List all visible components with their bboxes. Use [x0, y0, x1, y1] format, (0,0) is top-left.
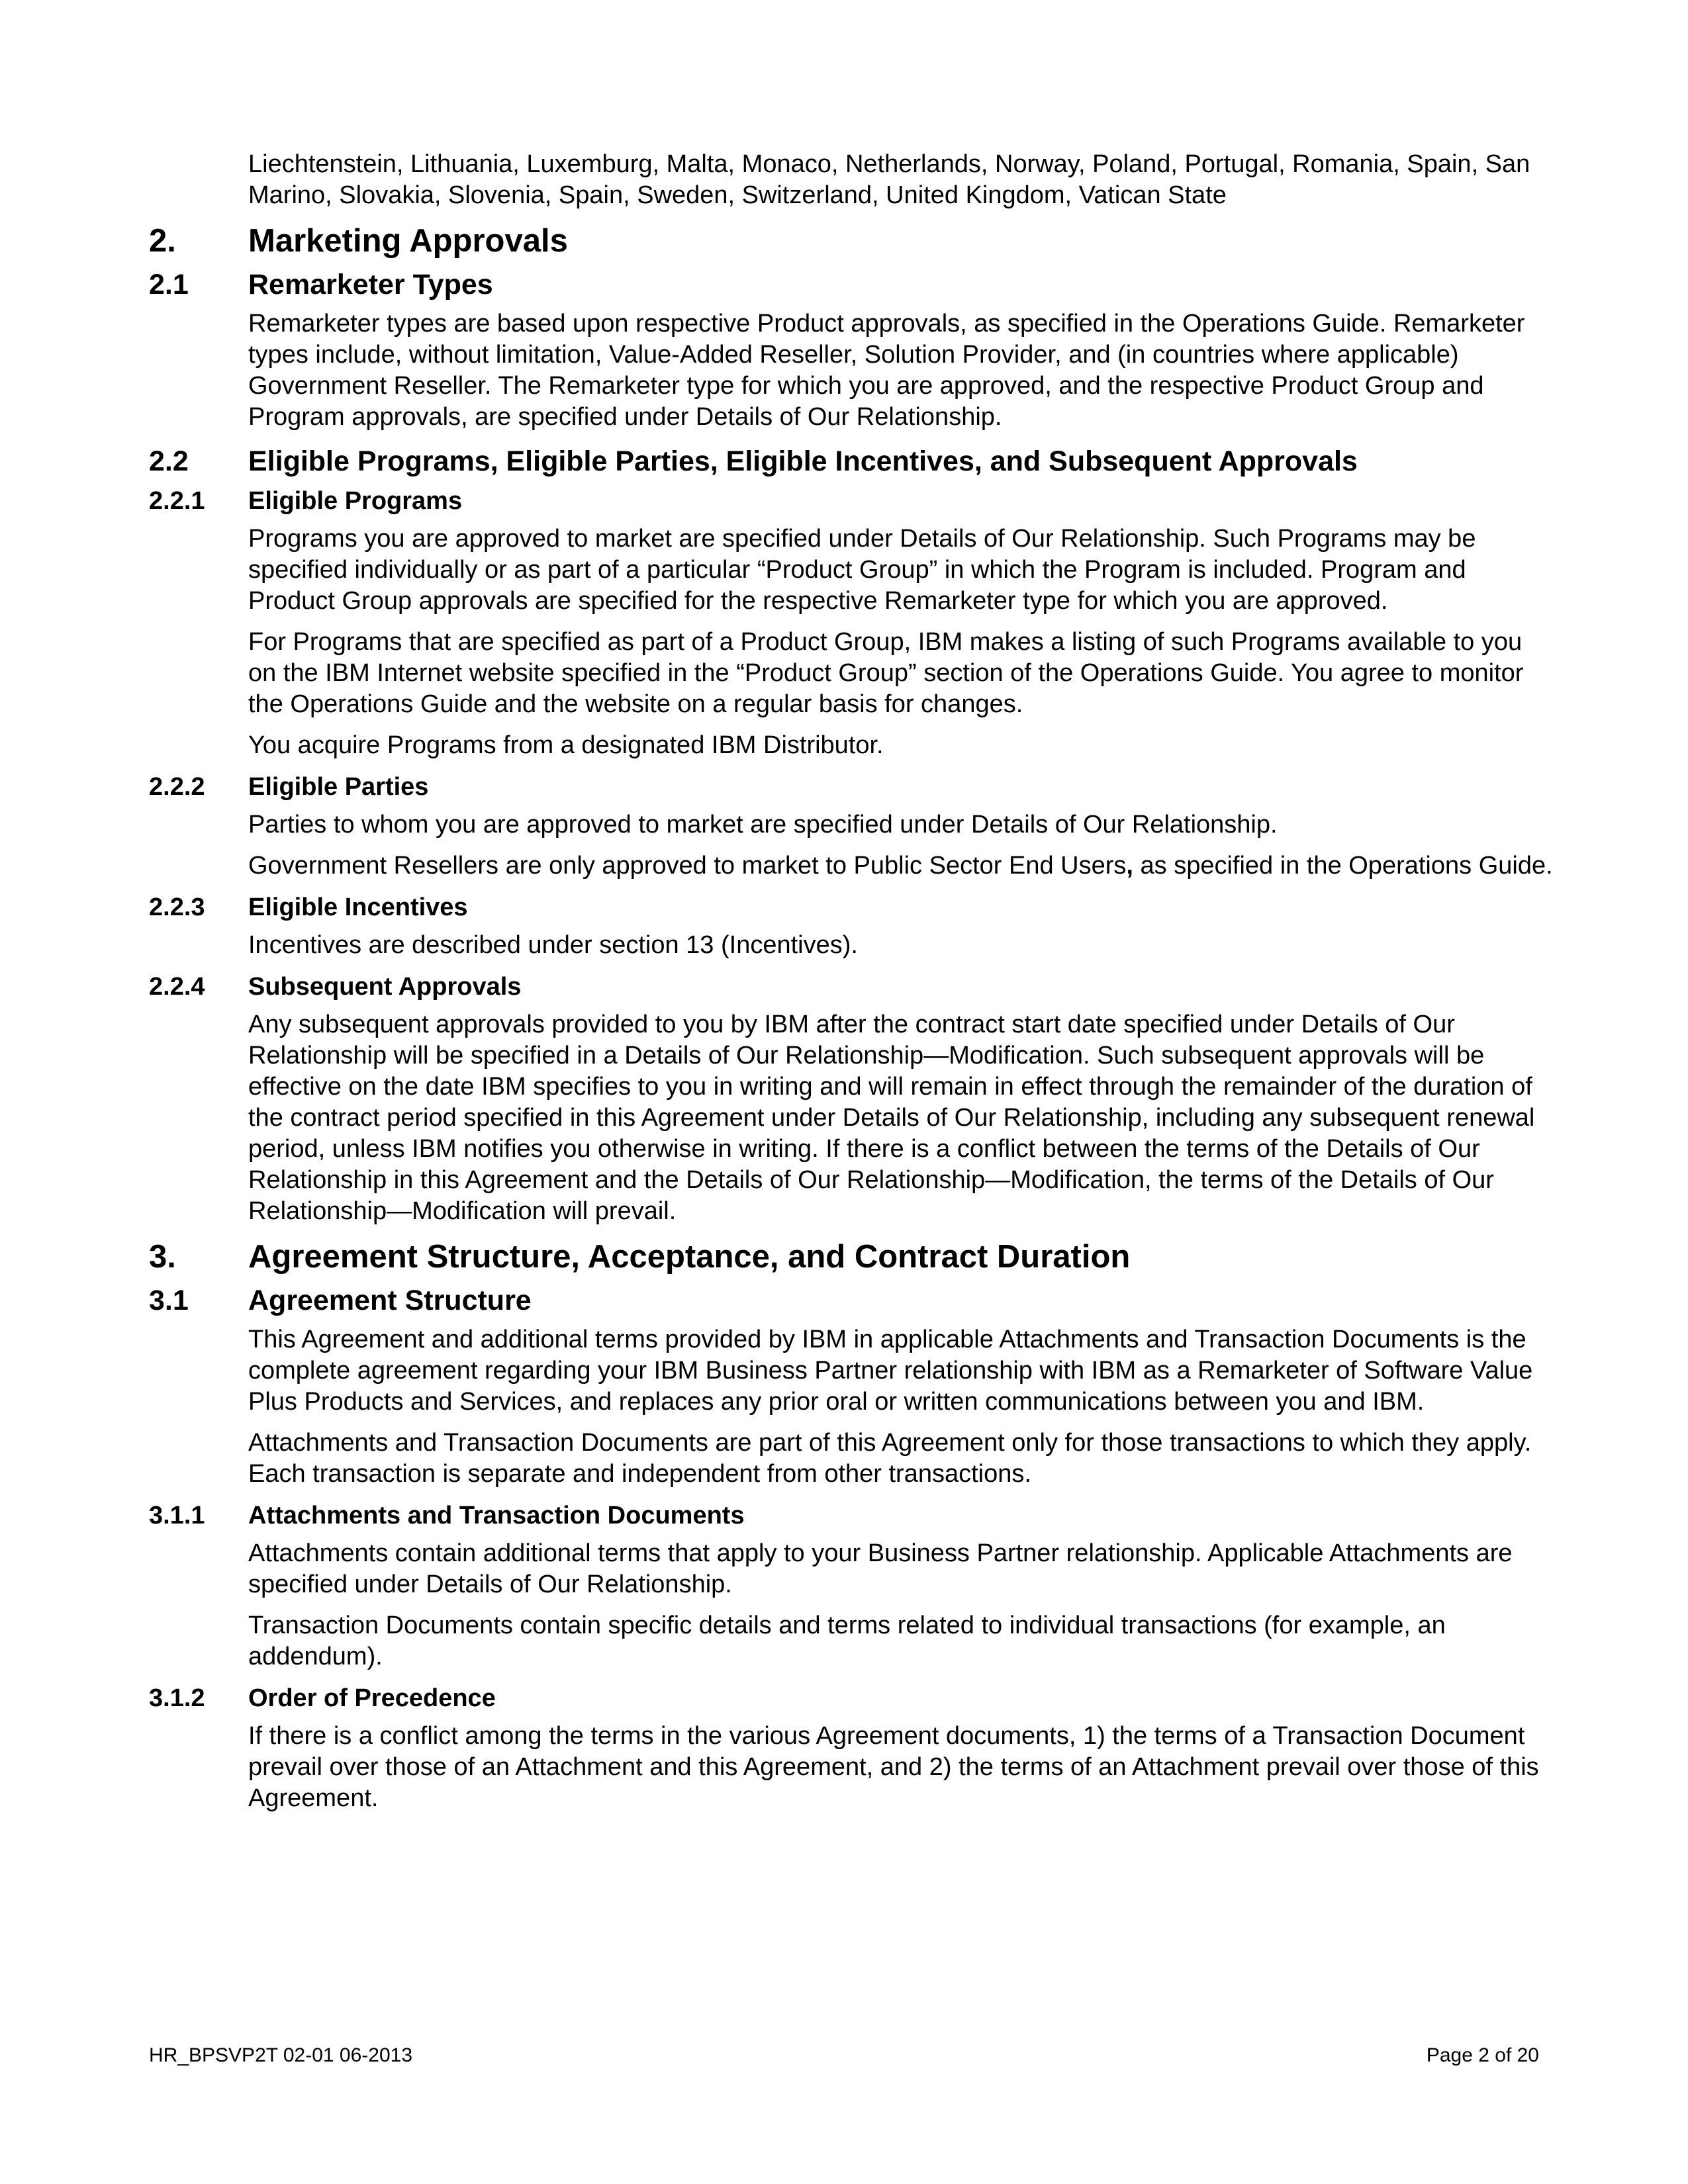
paragraph: Attachments and Transaction Documents are part of this Agreement only for those transactions to which they apply. Each transaction is separate and independent from other transactions. [248, 1429, 1532, 1488]
paragraph: You acquire Programs from a designated IBM Distributor. [248, 731, 884, 759]
section-title: Agreement Structure [248, 1285, 532, 1316]
section-3-1-2-heading [149, 1682, 1556, 1714]
page-content [149, 149, 1556, 1824]
paragraph: This Agreement and additional terms provided by IBM in applicable Attachments and Transaction Documents is the complete agreement regarding your IBM Business Partner relationship with IBM as a Remarketer of Software Value Plus Products and Services, and replaces any prior oral or written communications between you and IBM. [248, 1326, 1533, 1416]
page-number: Page 2 of 20 [1426, 2044, 1539, 2066]
section-2-2-4-heading [149, 971, 1556, 1003]
paragraph: Any subsequent approvals provided to you by IBM after the contract start date specified under Details of Our Relationship will be specified in a Details of Our Relationship—Modification. Such subsequent approvals will be effective on the date IBM specifies to you in writing and will remain in effect through the remainder of the duration of the contract period specified in this Agreement under Details of Our Relationship, including any subsequent renewal period, unless IBM notifies you otherwise in writing. If there is a conflict between the terms of the Details of Our Relationship in this Agreement and the Details of Our Relationship—Modification, the terms of the Details of Our Relationship—Modification will prevail. [248, 1011, 1535, 1225]
section-title: Remarketer Types [248, 269, 493, 300]
section-title: Order of Precedence [248, 1684, 496, 1712]
section-3-heading [149, 1237, 1556, 1277]
section-number: 2.2.3 [149, 893, 205, 921]
section-3-1-1-heading [149, 1500, 1556, 1531]
paragraph: Remarketer types are based upon respective Product approvals, as specified in the Operations Guide. Remarketer types include, without limitation, Value-Added Reseller, Solution Provider, and (in countries where applicable) Government Reseller. The Remarketer type for which you are approved, and the respective Product Group and Program approvals, are specified under Details of Our Relationship. [248, 310, 1525, 431]
paragraph: Attachments contain additional terms that apply to your Business Partner relationship. Applicable Attachments are specified under Details of Our Relationship. [248, 1539, 1513, 1598]
section-2-2-1-heading [149, 485, 1556, 517]
paragraph [248, 850, 1556, 882]
section-title: Eligible Programs, Eligible Parties, Eligible Incentives, and Subsequent Approvals [248, 445, 1358, 477]
section-2-2-3-heading [149, 891, 1556, 923]
section-title: Eligible Programs [248, 487, 463, 515]
paragraph: Parties to whom you are approved to market are specified under Details of Our Relationship. [248, 811, 1278, 839]
section-number: 3.1.2 [149, 1684, 205, 1712]
section-number: 2.2 [149, 445, 189, 477]
paragraph: Programs you are approved to market are specified under Details of Our Relationship. Such Programs may be specified individually or as part of a particular “Product Group” in which the Program is included. Program and Product Group approvals are specified for the respective Remarketer type for which you are approved. [248, 525, 1476, 615]
paragraph-text: Government Resellers are only approved to market to Public Sector End Users [248, 852, 1127, 880]
section-title: Attachments and Transaction Documents [248, 1502, 745, 1529]
section-number: 3. [149, 1239, 176, 1275]
section-2-2-2-heading [149, 771, 1556, 803]
bold-comma: , [1126, 852, 1133, 880]
paragraph: For Programs that are specified as part of a Product Group, IBM makes a listing of such Programs available to you on the IBM Internet website specified in the “Product Group” section of the Operations Guide. You agree to monitor the Operations Guide and the website on a regular basis for changes. [248, 628, 1524, 718]
paragraph: Transaction Documents contain specific details and terms related to individual transactions (for example, an addendum). [248, 1612, 1446, 1670]
section-2-2-heading [149, 443, 1556, 480]
section-number: 3.1.1 [149, 1502, 205, 1529]
section-number: 2. [149, 223, 176, 259]
section-2-1-heading [149, 266, 1556, 303]
section-title: Marketing Approvals [248, 223, 568, 259]
section-title: Eligible Parties [248, 773, 429, 801]
section-number: 3.1 [149, 1285, 189, 1316]
section-title: Subsequent Approvals [248, 973, 522, 1001]
paragraph: Incentives are described under section 13 (Incentives). [248, 931, 858, 959]
section-number: 2.1 [149, 269, 189, 300]
section-title: Eligible Incentives [248, 893, 468, 921]
section-number: 2.2.4 [149, 973, 205, 1001]
intro-paragraph: Liechtenstein, Lithuania, Luxemburg, Malta, Monaco, Netherlands, Norway, Poland, Portugal, Romania, Spain, San Marino, Slovakia, Slovenia, Spain, Sweden, Switzerland, United Kingdom, Vatican State [248, 150, 1530, 209]
paragraph: If there is a conflict among the terms in the various Agreement documents, 1) the terms of a Transaction Document prevail over those of an Attachment and this Agreement, and 2) the terms of an Attachment prevail over those of this Agreement. [248, 1722, 1539, 1812]
section-2-heading [149, 221, 1556, 261]
section-number: 2.2.1 [149, 487, 205, 515]
paragraph-text: as specified in the Operations Guide. [1133, 852, 1553, 880]
section-3-1-heading [149, 1282, 1556, 1319]
section-title: Agreement Structure, Acceptance, and Contract Duration [248, 1239, 1131, 1275]
document-id: HR_BPSVP2T 02-01 06-2013 [149, 2044, 413, 2066]
section-number: 2.2.2 [149, 773, 205, 801]
